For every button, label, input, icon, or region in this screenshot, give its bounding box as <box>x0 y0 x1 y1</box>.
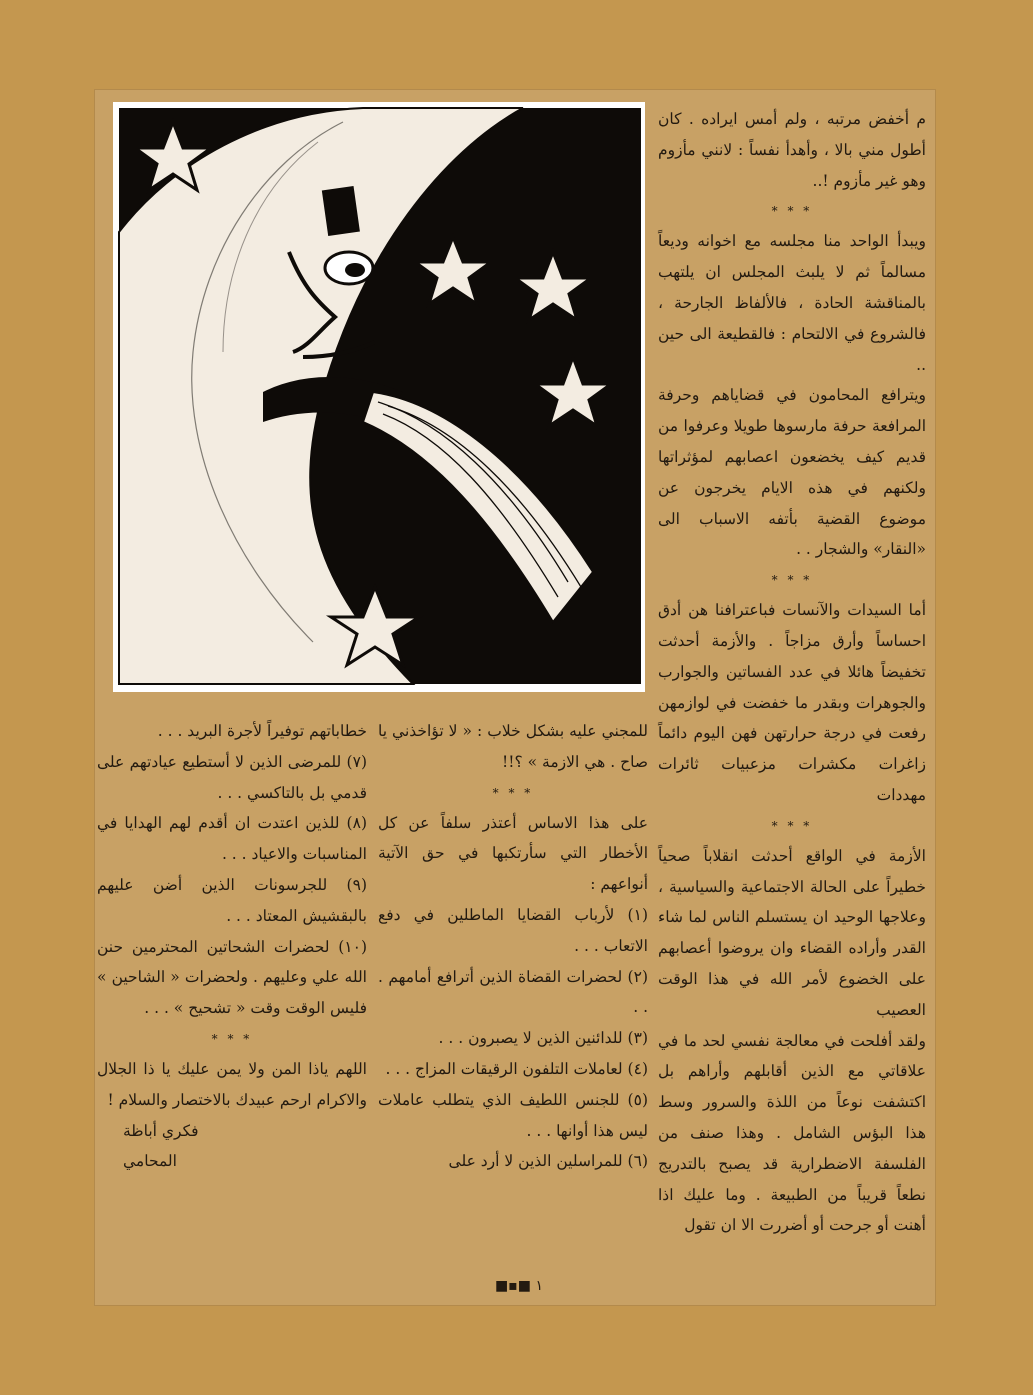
author-title: المحامي <box>123 1152 177 1171</box>
article-column-middle <box>378 716 648 1177</box>
section-separator: * * * <box>771 818 813 833</box>
paragraph: أما السيدات والآنسات فباعترافنا هن أدق احساساً وأرق مزاجاً . والأزمة أحدثت تخفيضاً هائلا في عدد الفساتين والجوارب والجوهرات وبقدر ما خفضت في لوازمهن رفعت في درجة حرارتهن فهن اليوم دائماً زاغرات مكشرات مزعبيات ثائرات مهددات <box>658 601 926 804</box>
list-item: (١) لأرباب القضايا الماطلين في دفع الاتعاب . . . <box>378 905 648 955</box>
page-number: ١ <box>535 1278 543 1294</box>
paragraph: للمجني عليه بشكل خلاب : « لا تؤاخذني يا صاح . هي الازمة » ؟!! <box>378 722 648 771</box>
list-item: خطاباتهم توفيراً لأجرة البريد . . . <box>157 722 367 740</box>
paragraph: الأزمة في الواقع أحدثت انقلاباً صحياً خطيراً على الحالة الاجتماعية والسياسية ، وعلاجها الوحيد ان يستسلم الناس لما شاء القدر وأراده القضاء وان يروضوا أعصابهم على الخضوع لأمر الله في هذا الوقت العصيب <box>658 846 926 1019</box>
page-footer <box>445 1278 585 1294</box>
list-item: (١٠) لحضرات الشحاتين المحترمين حنن الله علي وعليهم . ولحضرات « الشاحين » فليس الوقت وقت « تشحيح » . . . <box>97 937 367 1018</box>
moon-illustration-svg <box>113 102 645 692</box>
magazine-page <box>95 90 935 1305</box>
paragraph: م أخفض مرتبه ، ولم أمس ايراده . كان أطول مني بالا ، وأهدأ نفساً : لانني مأزوم وهو غير مأزوم !.. <box>658 110 926 190</box>
section-separator: * * * <box>771 204 813 219</box>
paragraph: ولقد أفلحت في معالجة نفسي لحد ما في علاقاتي مع الذين أقابلهم وأراهم بل اكتشفت نوعاً من اللذة والسرور وسط هذا البؤس الشامل . وهذا صنف من الفلسفة الاضطرارية قد يصبح بالتدريج نطعاً قريباً من الطبيعة . وما عليك اذا أهنت أو جرحت أو أضررت الا ان تقول <box>658 1031 926 1235</box>
section-separator: * * * <box>211 1031 253 1046</box>
closing-paragraph: اللهم ياذا المن ولا يمن عليك يا ذا الجلال والاكرام ارحم عبيدك بالاختصار والسلام ! <box>97 1059 367 1109</box>
paragraph: على هذا الاساس أعتذر سلفاً عن كل الأخطار التي سأرتكبها في حق الآتية أنواعهم : <box>378 813 648 894</box>
list-item: (٢) لحضرات القضاة الذين أترافع أمامهم . . . <box>378 967 648 1017</box>
list-item: (٤) لعاملات التلفون الرقيقات المزاج . . . <box>385 1059 648 1078</box>
list-item: (٧) للمرضى الذين لا أستطيع عيادتهم على قدمي بل بالتاكسي . . . <box>97 752 367 802</box>
article-column-right <box>658 104 926 1241</box>
list-item: (٦) للمراسلين الذين لا أرد على <box>448 1152 648 1171</box>
section-separator: * * * <box>771 573 813 588</box>
author-signature: فكري أباظة <box>123 1121 199 1140</box>
footer-ornament-icon: ■▪■ <box>495 1278 531 1294</box>
list-item: (٨) للذين اعتدت ان أقدم لهم الهدايا في المناسبات والاعياد . . . <box>97 814 367 864</box>
moon-and-stars-illustration <box>113 102 645 692</box>
article-column-left <box>97 716 367 1177</box>
list-item: (٥) للجنس اللطيف الذي يتطلب عاملات ليس هذا أوانها . . . <box>378 1090 648 1140</box>
section-separator: * * * <box>492 785 534 800</box>
paragraph: ويبدأ الواحد منا مجلسه مع اخوانه وديعاً مسالماً ثم لا يلبث المجلس ان يلتهب بالمناقشة الحادة ، فالألفاظ الجارحة ، فالشروع في الالتحام : فالقطيعة الى حين .. <box>658 232 926 374</box>
list-item: (٩) للجرسونات الذين أضن عليهم بالبقشيش المعتاد . . . <box>97 875 367 925</box>
paragraph: ويترافع المحامون في قضاياهم وحرفة المرافعة حرفة مارسوها طويلا وعرفوا من قديم كيف يخضعون اعصابهم لمؤثراتها ولكنهم في هذه الايام يخرجون عن موضوع القضية بأتفه الاسباب الى «النقار» والشجار . . <box>658 386 926 559</box>
list-item: (٣) للدائنين الذين لا يصبرون . . . <box>438 1029 648 1048</box>
